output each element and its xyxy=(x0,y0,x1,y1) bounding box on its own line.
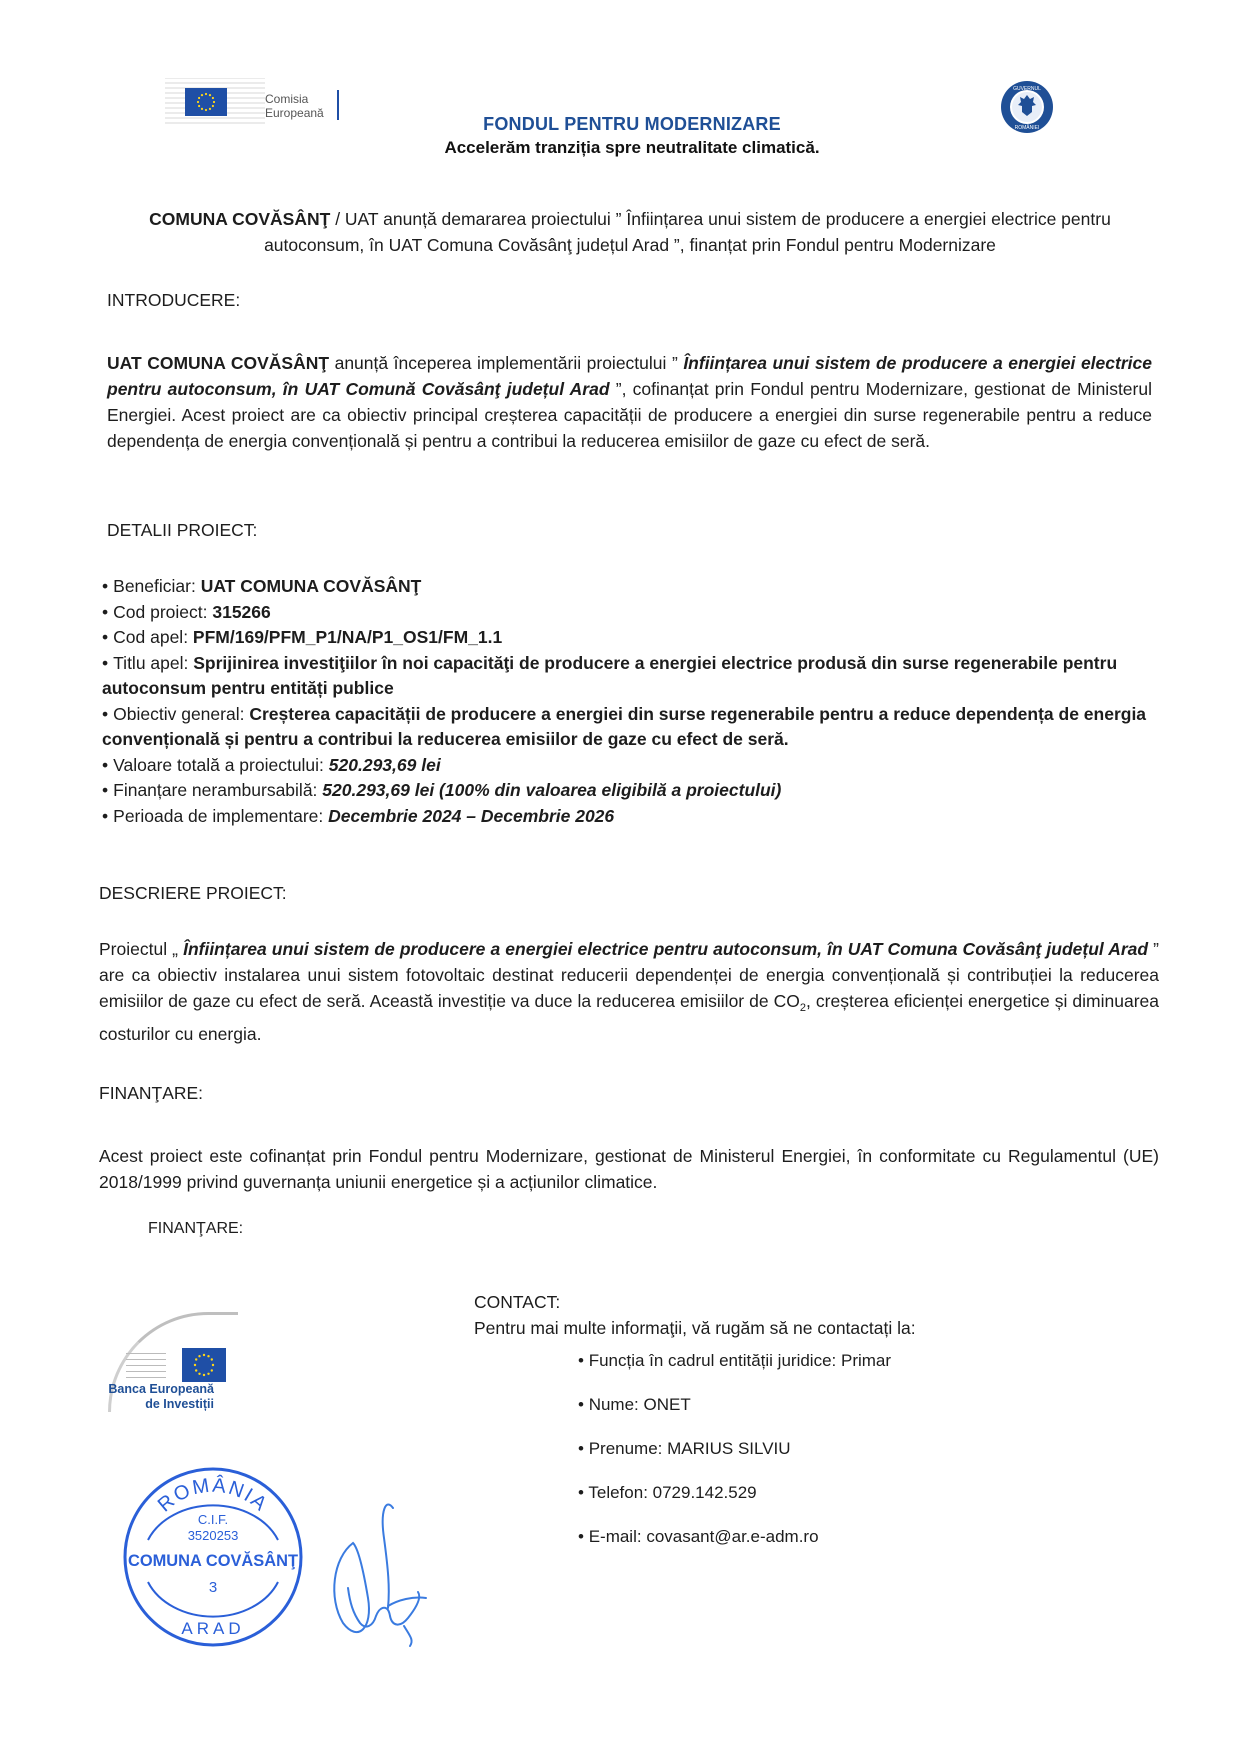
fund-title: FONDUL PENTRU MODERNIZARE xyxy=(483,114,781,134)
intro-text-b: ”, cofinanțat prin Fondul pentru Modernizare, gestionat de Ministerul Energiei. Acest proiect are ca obiectiv principal creșterea capacității de producere a energiei din surse regenerabile pentru a reduce dependența de energia convențională și pentru a contribui la reducerea emisiilor de gaze cu efect de seră. xyxy=(107,379,1152,451)
detail-item-cod-proiect: • Cod proiect: 315266 xyxy=(102,601,271,622)
introducere-paragraph xyxy=(107,350,1152,454)
contact-item-functia: • Funcția în cadrul entității juridice: Primar xyxy=(578,1351,892,1370)
svg-text:GUVERNUL: GUVERNUL xyxy=(1013,86,1041,92)
finantare-paragraph: Acest proiect este cofinanțat prin Fondul pentru Modernizare, gestionat de Ministerul Energiei, în conformitate cu Regulamentul (UE) 2018/1999 privind guvernanța uniunii energetice și a acțiunilor climatice. xyxy=(99,1146,1159,1192)
signature xyxy=(318,1488,438,1648)
contact-item-email: • E-mail: covasant@ar.e-adm.ro xyxy=(578,1527,819,1546)
contact-list xyxy=(578,1348,891,1568)
svg-text:ROMÂNIEI: ROMÂNIEI xyxy=(1014,125,1040,131)
detail-item-cod-apel: • Cod apel: PFM/169/PFM_P1/NA/P1_OS1/FM_1.1 xyxy=(102,627,503,647)
ec-logo-line1: Comisia xyxy=(265,92,309,106)
section-heading-detalii: DETALII PROIECT: xyxy=(107,520,258,540)
project-details-list xyxy=(102,574,1162,829)
svg-text:C.I.F.: C.I.F. xyxy=(197,1512,229,1527)
contact-intro: Pentru mai multe informaţii, vă rugăm să ne contactați la: xyxy=(474,1318,916,1338)
detail-item-perioada: • Perioada de implementare: Decembrie 2024 – Decembrie 2026 xyxy=(102,805,615,826)
svg-text:COMUNA COVĂSÂNŢ: COMUNA COVĂSÂNŢ xyxy=(128,1551,299,1570)
contact-item-nume: • Nume: ONET xyxy=(578,1395,691,1414)
contact-item-telefon: • Telefon: 0729.142.529 xyxy=(578,1483,757,1502)
detail-item-titlu-apel: • Titlu apel: Sprijinirea investiţiilor în noi capacităţi de producere a energiei electrice produsă din surse regenerabile pentru autoconsum pentru entități publice xyxy=(102,652,1118,698)
email-value: covasant@ar.e-adm.ro xyxy=(646,1527,819,1546)
finantare-logo-label: FINANŢARE: xyxy=(148,1220,244,1237)
announcement-text: / UAT anunță demararea proiectului ” Înființarea unui sistem de producere a energiei electrice pentru autoconsum, în UAT Comuna Covăsânţ județul Arad ”, finanțat prin Fondul pentru Modernizare xyxy=(264,209,1111,255)
intro-entity: UAT COMUNA COVĂSÂNŢ xyxy=(107,353,330,373)
detail-item-finantare-nerambursabila: • Finanțare nerambursabilă: 520.293,69 lei (100% din valoarea eligibilă a proiectului) xyxy=(102,780,782,800)
contact-heading: CONTACT: xyxy=(474,1292,561,1312)
detail-item-beneficiar: • Beneficiar: UAT COMUNA COVĂSÂNŢ xyxy=(102,576,422,596)
svg-text:ARAD: ARAD xyxy=(181,1619,245,1638)
section-heading-finantare: FINANŢARE: xyxy=(99,1083,204,1103)
svg-text:ROMÂNIA: ROMÂNIA xyxy=(153,1474,273,1517)
ec-logo-line2: Europeană xyxy=(265,106,324,120)
svg-text:3: 3 xyxy=(208,1579,218,1596)
fund-tagline: Accelerăm tranziția spre neutralitate climatică. xyxy=(444,138,820,157)
intro-text-a: anunță începerea implementării proiectului ” xyxy=(329,353,684,373)
official-stamp xyxy=(118,1462,308,1652)
descriere-paragraph: Proiectul „ Înființarea unui sistem de producere a energiei electrice pentru autoconsum, în UAT Comuna Covăsânţ județul Arad ” are ca obiectiv instalarea unui sistem fotovoltaic destinat reducerii dependenței de energia convențională și contribuției la reducerea emisiilor de gaze cu efect de seră. Această investiție va duce la reducerea emisiilor de $CO_2$, creșterea eficienței energetice și diminuarea costurilor cu energia. xyxy=(99,939,1159,1044)
detail-item-obiectiv-general: • Obiectiv general: Creșterea capacității de producere a energiei din surse regenerabile pentru a reduce dependența de energia convențională și pentru a contribui la reducerea emisiilor de gaze cu efect de seră. xyxy=(102,703,1147,749)
section-heading-introducere: INTRODUCERE: xyxy=(107,290,241,310)
svg-text:3520253: 3520253 xyxy=(187,1528,239,1543)
eib-lines-graphic xyxy=(126,1348,166,1378)
contact-item-prenume: • Prenume: MARIUS SILVIU xyxy=(578,1439,791,1458)
eu-flag-icon xyxy=(185,88,227,116)
section-heading-descriere: DESCRIERE PROIECT: xyxy=(99,883,287,903)
announcement-entity: COMUNA COVĂSÂNŢ xyxy=(149,209,331,229)
announcement-paragraph xyxy=(130,206,1130,258)
eu-flag-icon xyxy=(182,1348,226,1382)
desc-project-title: Înființarea unui sistem de producere a energiei electrice pentru autoconsum, în UAT Comuna Covăsânţ județul Arad xyxy=(183,939,1149,959)
detail-item-valoare-totala: • Valoare totală a proiectului: 520.293,69 lei xyxy=(102,754,441,775)
intro-project-title: Înființarea unui sistem de producere a energiei electrice pentru autoconsum, în UAT Comună Covăsânţ județul Arad xyxy=(107,353,1152,399)
eib-logo-text: Banca Europeană de Investiții xyxy=(108,1382,214,1411)
